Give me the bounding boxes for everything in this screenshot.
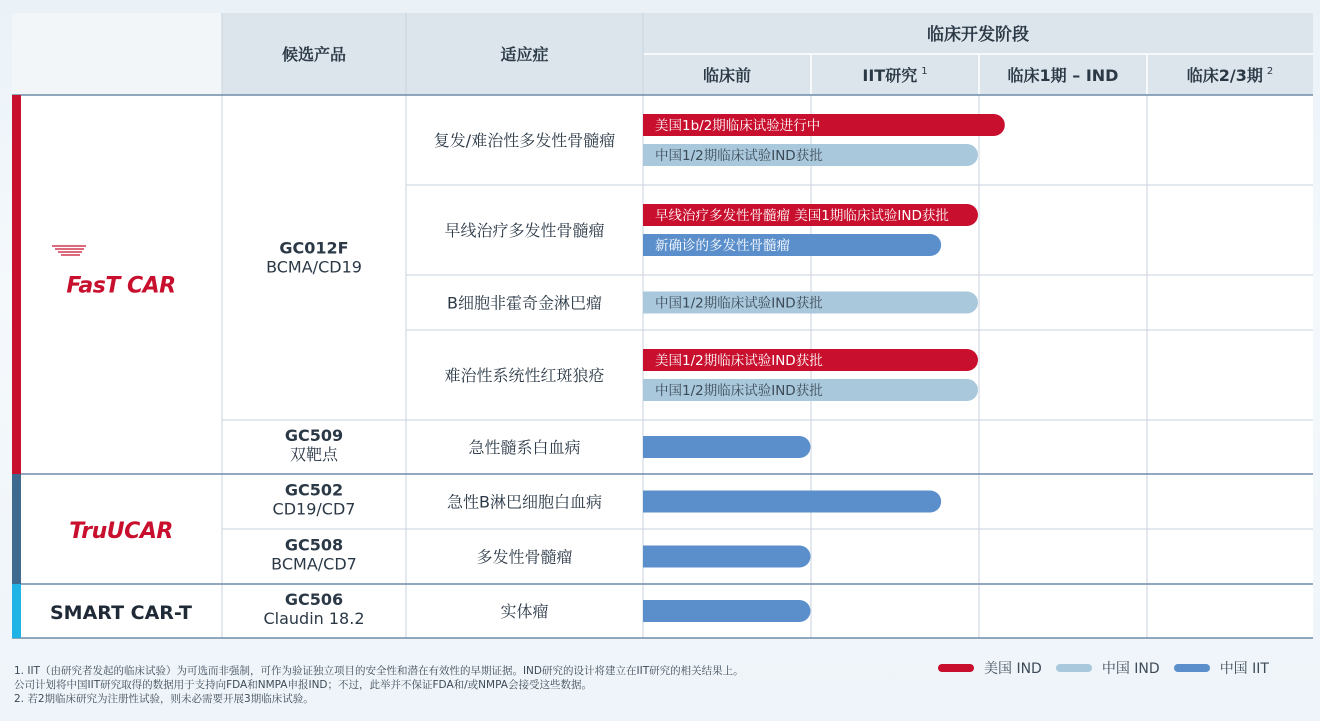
bar-cn-iit: [643, 491, 941, 513]
platform-logo: FasT CAR: [66, 273, 176, 299]
bar-label: 早线治疗多发性骨髓瘤 美国1期临床试验IND获批: [655, 208, 949, 224]
header-stage-0: 临床前: [702, 66, 752, 85]
header-stage-3: 临床2/3期 $^2$: [1186, 66, 1274, 85]
footnote-1-cont: 公司计划将中国IIT研究取得的数据用于支持向FDA和NMPA申报IND；不过，此举并不保证FDA和/或NMPA会接受这些数据。: [14, 679, 592, 691]
indication-label: 急性髓系白血病: [468, 438, 581, 457]
platform-color-bar: [12, 474, 21, 584]
header-stage-superscript: 1: [921, 66, 928, 77]
indication-label: B细胞非霍奇金淋巴瘤: [447, 293, 602, 313]
indication-label: 难治性系统性红斑狼疮: [444, 366, 605, 385]
platform-color-bar: [12, 95, 21, 474]
bar-cn-iit: [643, 436, 811, 458]
footnotes: [14, 664, 914, 706]
footnote-2: 2. 若2期临床研究为注册性试验，则未必需要开展3期临床试验。: [14, 693, 314, 705]
bar-cn-iit: [643, 600, 811, 622]
platform-column-bg: [12, 95, 222, 638]
product-target: 双靶点: [289, 445, 339, 464]
legend-swatch-us-ind: [938, 664, 974, 672]
legend-label-cn-iit: 中国 IIT: [1219, 661, 1269, 677]
legend-label-us-ind: 美国 IND: [984, 661, 1042, 677]
indication-label: 急性B淋巴细胞白血病: [447, 492, 602, 512]
product-target: BCMA/CD19: [266, 257, 362, 277]
product-code: GC012F: [279, 238, 349, 258]
bar-label: 中国1/2期临床试验IND获批: [655, 148, 823, 164]
product-target: Claudin 18.2: [263, 609, 365, 628]
header-stage-2: 临床1期 – IND: [1007, 66, 1119, 85]
indication-label: 早线治疗多发性骨髓瘤: [444, 221, 605, 240]
footnote-1: 1. IIT（由研究者发起的临床试验）为可选而非强制，可作为验证独立项目的安全性和潜在有效性的早期证据。IND研究的设计将建立在IIT研究的相关结果上。: [14, 665, 744, 677]
legend-label-cn-ind: 中国 IND: [1101, 661, 1160, 677]
bar-label: 美国1b/2期临床试验进行中: [655, 118, 821, 134]
bar-cn-iit: [643, 546, 811, 568]
header-blank-cell: [12, 13, 222, 95]
legend: [938, 657, 1283, 679]
product-code: GC509: [284, 426, 344, 445]
legend-swatch-cn-iit: [1174, 664, 1210, 672]
header-stage-superscript: 2: [1266, 66, 1274, 77]
bar-label: 新确诊的多发性骨髓瘤: [655, 238, 790, 254]
header-stage-1: IIT研究 $^1$: [862, 66, 928, 85]
platform-logo: TruUCAR: [69, 519, 173, 544]
product-target: BCMA/CD7: [271, 554, 357, 574]
product-target: CD19/CD7: [272, 499, 356, 519]
indication-label: 复发/难治性多发性骨髓瘤: [433, 131, 616, 150]
bar-label: 中国1/2期临床试验IND获批: [655, 295, 823, 312]
header-product: 候选产品: [281, 45, 347, 64]
indication-label: 实体瘤: [500, 602, 549, 621]
platform-color-bar: [12, 584, 21, 638]
platform-name: SMART CAR-T: [50, 602, 192, 624]
bar-label: 中国1/2期临床试验IND获批: [655, 383, 823, 399]
legend-swatch-cn-ind: [1056, 664, 1092, 672]
product-code: GC502: [284, 480, 344, 500]
indication-label: 多发性骨髓瘤: [476, 547, 573, 567]
header-stage-group: 临床开发阶段: [927, 25, 1029, 45]
product-code: GC506: [284, 590, 344, 609]
bar-label: 美国1/2期临床试验IND获批: [655, 353, 823, 369]
product-code: GC508: [284, 535, 344, 555]
header-indication: 适应症: [500, 45, 549, 64]
